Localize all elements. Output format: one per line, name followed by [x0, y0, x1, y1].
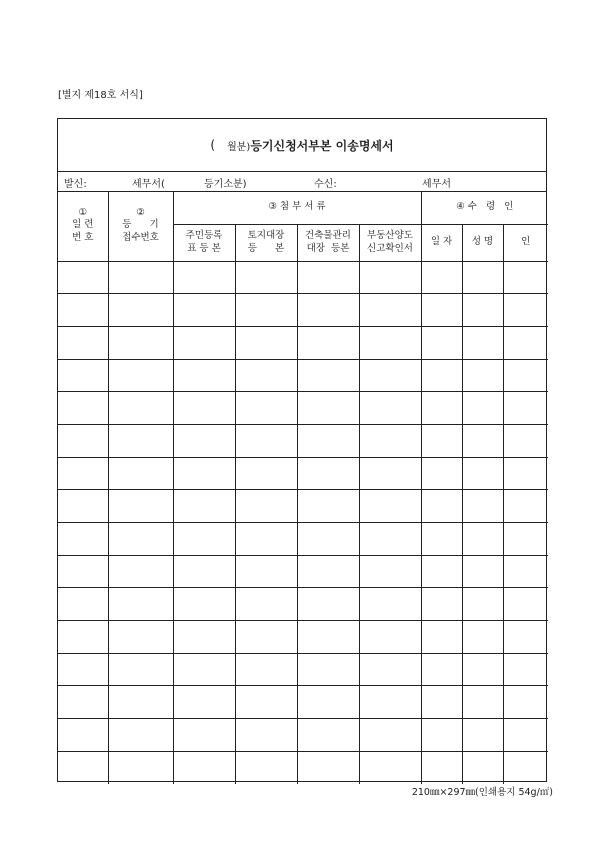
table-cell[interactable]: [108, 751, 173, 784]
sender-office: 세무서(: [132, 179, 165, 190]
table-cell[interactable]: [503, 392, 548, 425]
table-cell[interactable]: [173, 294, 235, 327]
building-ledger-header: 건축물관리 대장 등본: [297, 224, 359, 261]
table-cell[interactable]: [235, 392, 297, 425]
table-cell[interactable]: [421, 555, 462, 588]
table-cell[interactable]: [58, 555, 108, 588]
table-cell[interactable]: [359, 326, 421, 359]
table-cell[interactable]: [108, 653, 173, 686]
table-cell[interactable]: [297, 621, 359, 654]
table-cell[interactable]: [173, 686, 235, 719]
table-cell[interactable]: [108, 294, 173, 327]
table-row: [58, 457, 548, 490]
sender-label: 발신:: [64, 179, 87, 190]
table-cell[interactable]: [462, 490, 503, 523]
table-cell[interactable]: [108, 261, 173, 294]
table-cell[interactable]: [297, 686, 359, 719]
table-cell[interactable]: [462, 555, 503, 588]
table-cell[interactable]: [359, 424, 421, 457]
receipt-date-header: 일 자: [421, 224, 462, 261]
table-cell[interactable]: [173, 490, 235, 523]
table-cell[interactable]: [108, 326, 173, 359]
table-cell[interactable]: [503, 523, 548, 556]
table-row: [58, 490, 548, 523]
table-cell[interactable]: [173, 719, 235, 752]
table-cell[interactable]: [173, 653, 235, 686]
table-cell[interactable]: [421, 261, 462, 294]
table-cell[interactable]: [108, 686, 173, 719]
table-cell[interactable]: [58, 653, 108, 686]
table-cell[interactable]: [58, 523, 108, 556]
table-cell[interactable]: [297, 261, 359, 294]
table-cell[interactable]: [503, 686, 548, 719]
table-cell[interactable]: [297, 523, 359, 556]
table-cell[interactable]: [421, 490, 462, 523]
table-cell[interactable]: [421, 424, 462, 457]
transfer-statement-form: [57, 118, 547, 782]
table-cell[interactable]: [297, 653, 359, 686]
table-cell[interactable]: [108, 621, 173, 654]
table-cell[interactable]: [421, 653, 462, 686]
table-row: [58, 326, 548, 359]
table-cell[interactable]: [58, 424, 108, 457]
table-cell[interactable]: [359, 653, 421, 686]
table-cell[interactable]: [108, 424, 173, 457]
table-cell[interactable]: [58, 588, 108, 621]
table-cell[interactable]: [58, 457, 108, 490]
table-cell[interactable]: [421, 294, 462, 327]
attached-documents-header: ③ 첨 부 서 류: [173, 191, 421, 224]
paper-spec-note: 210㎜×297㎜(인쇄용지 54g/㎡): [411, 787, 553, 798]
table-cell[interactable]: [58, 686, 108, 719]
transfer-table: [58, 191, 548, 784]
table-cell[interactable]: [235, 621, 297, 654]
table-row: [58, 653, 548, 686]
table-cell[interactable]: [359, 294, 421, 327]
sender-row: [58, 171, 546, 192]
table-cell[interactable]: [235, 294, 297, 327]
table-cell[interactable]: [359, 523, 421, 556]
table-cell[interactable]: [503, 326, 548, 359]
table-cell[interactable]: [297, 424, 359, 457]
table-cell[interactable]: [173, 588, 235, 621]
table-cell[interactable]: [503, 424, 548, 457]
table-cell[interactable]: [235, 359, 297, 392]
table-cell[interactable]: [58, 261, 108, 294]
table-cell[interactable]: [173, 621, 235, 654]
table-cell[interactable]: [108, 719, 173, 752]
table-cell[interactable]: [235, 588, 297, 621]
sender-registry: 등기소분): [204, 179, 247, 190]
table-cell[interactable]: [297, 588, 359, 621]
table-cell[interactable]: [58, 751, 108, 784]
table-cell[interactable]: [58, 621, 108, 654]
table-cell[interactable]: [297, 392, 359, 425]
table-cell[interactable]: [421, 686, 462, 719]
receiver-name-header: 성 명: [462, 224, 503, 261]
table-cell[interactable]: [108, 555, 173, 588]
table-cell[interactable]: [297, 490, 359, 523]
table-cell[interactable]: [235, 686, 297, 719]
table-cell[interactable]: [503, 457, 548, 490]
registry-receipt-number-header: ② 등 기 접수번호: [108, 191, 173, 261]
table-cell[interactable]: [503, 490, 548, 523]
table-cell[interactable]: [359, 719, 421, 752]
table-cell[interactable]: [462, 326, 503, 359]
table-row: [58, 392, 548, 425]
table-cell[interactable]: [297, 326, 359, 359]
table-cell[interactable]: [58, 294, 108, 327]
table-row: [58, 261, 548, 294]
table-cell[interactable]: [503, 588, 548, 621]
table-cell[interactable]: [173, 392, 235, 425]
table-cell[interactable]: [421, 523, 462, 556]
table-cell[interactable]: [359, 359, 421, 392]
table-cell[interactable]: [503, 653, 548, 686]
table-cell[interactable]: [359, 621, 421, 654]
table-cell[interactable]: [421, 719, 462, 752]
table-cell[interactable]: [421, 457, 462, 490]
land-ledger-header: 토지대장 등 본: [235, 224, 297, 261]
table-cell[interactable]: [173, 326, 235, 359]
table-cell[interactable]: [173, 261, 235, 294]
table-row: [58, 294, 548, 327]
table-cell[interactable]: [503, 294, 548, 327]
table-cell[interactable]: [173, 424, 235, 457]
table-cell[interactable]: [235, 523, 297, 556]
table-cell[interactable]: [173, 523, 235, 556]
recipient-office: 세무서: [422, 179, 451, 190]
table-cell[interactable]: [235, 555, 297, 588]
table-row: [58, 686, 548, 719]
table-cell[interactable]: [108, 359, 173, 392]
table-cell[interactable]: [421, 326, 462, 359]
table-cell[interactable]: [503, 261, 548, 294]
table-cell[interactable]: [359, 490, 421, 523]
resident-registration-header: 주민등록 표 등 본: [173, 224, 235, 261]
recipient-label: 수신:: [314, 179, 337, 190]
table-cell[interactable]: [235, 424, 297, 457]
table-cell[interactable]: [421, 621, 462, 654]
table-cell[interactable]: [421, 359, 462, 392]
table-row: [58, 555, 548, 588]
table-cell[interactable]: [503, 719, 548, 752]
table-row: [58, 359, 548, 392]
table-cell[interactable]: [462, 751, 503, 784]
form-title: [58, 119, 546, 172]
table-cell[interactable]: [462, 588, 503, 621]
table-cell[interactable]: [235, 653, 297, 686]
title-main: 등기신청서부본 이송명세서: [250, 138, 394, 153]
table-cell[interactable]: [235, 326, 297, 359]
table-cell[interactable]: [359, 261, 421, 294]
table-cell[interactable]: [462, 424, 503, 457]
table-row: [58, 523, 548, 556]
table-cell[interactable]: [462, 686, 503, 719]
table-cell[interactable]: [359, 457, 421, 490]
serial-number-header: ① 일 련 번 호: [58, 191, 108, 261]
table-cell[interactable]: [173, 457, 235, 490]
table-cell[interactable]: [462, 653, 503, 686]
table-cell[interactable]: [359, 555, 421, 588]
recipient-header: ④ 수 령 인: [421, 191, 548, 224]
table-cell[interactable]: [421, 751, 462, 784]
table-row: [58, 719, 548, 752]
table-cell[interactable]: [58, 326, 108, 359]
title-month: 월분): [227, 141, 251, 153]
table-row: [58, 424, 548, 457]
title-paren: (: [210, 138, 216, 152]
table-cell[interactable]: [235, 490, 297, 523]
table-cell[interactable]: [108, 457, 173, 490]
table-cell[interactable]: [297, 555, 359, 588]
table-cell[interactable]: [421, 392, 462, 425]
table-cell[interactable]: [462, 359, 503, 392]
table-cell[interactable]: [297, 359, 359, 392]
table-cell[interactable]: [462, 294, 503, 327]
seal-header: 인: [503, 224, 548, 261]
table-cell[interactable]: [108, 392, 173, 425]
table-cell[interactable]: [108, 490, 173, 523]
table-cell[interactable]: [503, 621, 548, 654]
table-cell[interactable]: [359, 686, 421, 719]
table-cell[interactable]: [173, 555, 235, 588]
table-cell[interactable]: [235, 751, 297, 784]
table-cell[interactable]: [359, 392, 421, 425]
table-row: [58, 751, 548, 784]
table-cell[interactable]: [235, 261, 297, 294]
table-cell[interactable]: [58, 490, 108, 523]
table-cell[interactable]: [58, 392, 108, 425]
transfer-report-header: 부동산양도 신고확인서: [359, 224, 421, 261]
table-cell[interactable]: [173, 751, 235, 784]
table-cell[interactable]: [462, 621, 503, 654]
table-cell[interactable]: [58, 359, 108, 392]
table-cell[interactable]: [297, 294, 359, 327]
table-cell[interactable]: [235, 457, 297, 490]
table-cell[interactable]: [462, 392, 503, 425]
form-number-label: [별지 제18호 서식]: [58, 90, 143, 101]
table-cell[interactable]: [462, 261, 503, 294]
table-cell[interactable]: [235, 719, 297, 752]
table-cell[interactable]: [297, 719, 359, 752]
table-cell[interactable]: [503, 359, 548, 392]
table-cell[interactable]: [462, 719, 503, 752]
table-cell[interactable]: [58, 719, 108, 752]
table-cell[interactable]: [503, 751, 548, 784]
table-cell[interactable]: [297, 751, 359, 784]
table-cell[interactable]: [421, 588, 462, 621]
table-row: [58, 588, 548, 621]
table-cell[interactable]: [462, 457, 503, 490]
table-cell[interactable]: [108, 588, 173, 621]
table-cell[interactable]: [359, 751, 421, 784]
table-cell[interactable]: [173, 359, 235, 392]
table-cell[interactable]: [297, 457, 359, 490]
table-cell[interactable]: [108, 523, 173, 556]
table-cell[interactable]: [462, 523, 503, 556]
table-cell[interactable]: [503, 555, 548, 588]
table-row: [58, 621, 548, 654]
table-cell[interactable]: [359, 588, 421, 621]
